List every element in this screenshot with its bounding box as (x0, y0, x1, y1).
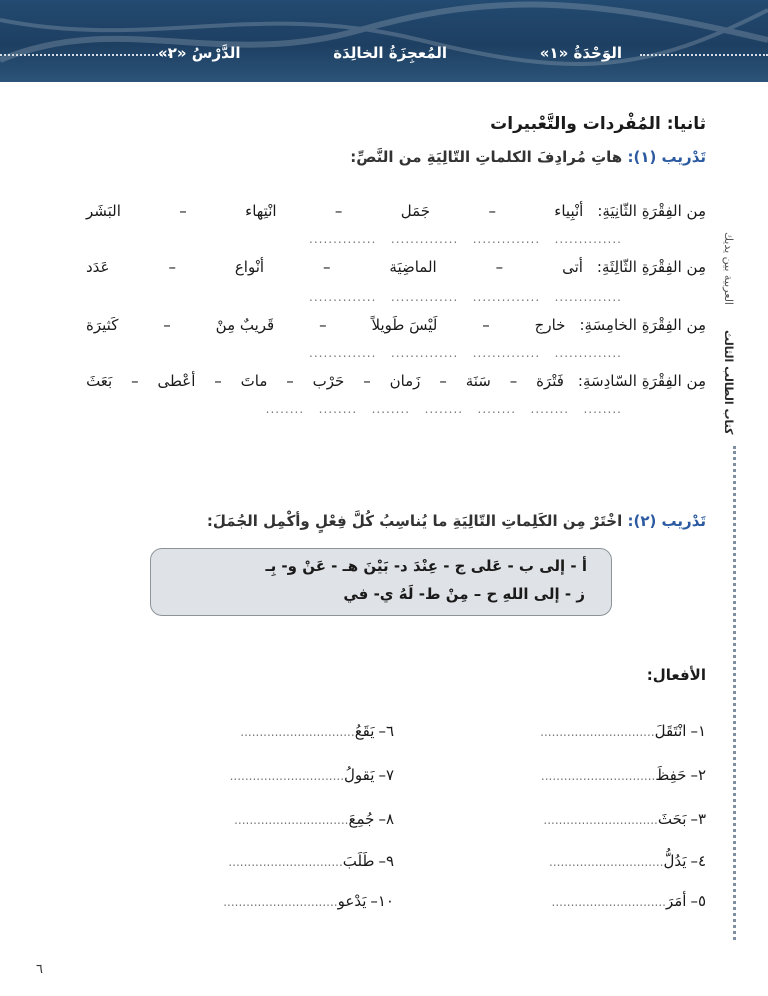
synonym-word: خارج (534, 316, 566, 334)
verb-word: أمَرَ (665, 892, 687, 910)
verb-blank[interactable]: .............................. (543, 813, 658, 827)
row-label: مِن الفِقْرَةِ الخامِسَةِ: (579, 316, 706, 334)
word-separator: – (163, 316, 171, 334)
verb-item-2: ٢–حَفِظَ.............................. (540, 766, 706, 784)
exercise-1-title (350, 148, 706, 166)
exercise-1-instruction: هاتِ مُرادِفَ الكلماتِ التّالِيَةِ من النَّصِّ: (350, 148, 623, 166)
synonym-word: جَمَل (400, 202, 431, 220)
verb-blank[interactable]: .............................. (223, 895, 338, 909)
answer-blanks-row-1[interactable]: .............. .............. .............. .............. (309, 232, 622, 246)
choices-box (150, 548, 612, 616)
synonym-word: أعْطى (157, 372, 196, 390)
choices-line-2: ز - إلى اللهِ ح – مِنْ ط- لَهُ ي- في (343, 585, 585, 603)
verb-word: انْتَقَلَ (654, 722, 687, 740)
unit-label: الوَحْدَةُ «١» (539, 44, 622, 62)
verbs-title: الأفعال: (646, 666, 706, 684)
verb-word: حَفِظَ (655, 766, 687, 784)
verb-word: جُمِعَ (348, 810, 375, 828)
synonym-word: بَعَثَ (86, 372, 113, 390)
synonym-word: زَمان (389, 372, 421, 390)
synonym-row-4 (86, 372, 706, 390)
synonym-word: الماضِيَة (389, 258, 437, 276)
verb-item-4: ٤–يَدُلُّ.............................. (549, 852, 706, 870)
synonym-word: أنْواع (234, 258, 265, 276)
verb-item-3: ٣–بَحَثَ.............................. (543, 810, 706, 828)
word-separator: – (482, 316, 490, 334)
row-label: مِن الفِقْرَةِ الثّانِيَةِ: (597, 202, 706, 220)
lesson-label: الدَّرْسُ «٢» (158, 44, 241, 62)
synonym-word: أنْبِياء (554, 202, 584, 220)
row-words (86, 316, 565, 334)
word-separator: – (286, 372, 294, 390)
answer-blanks-row-2[interactable]: .............. .............. .............. .............. (309, 290, 622, 304)
synonym-word: سَنَة (465, 372, 491, 390)
synonym-word: أتى (562, 258, 583, 276)
row-label: مِن الفِقْرَةِ السّادِسَةِ: (577, 372, 706, 390)
word-separator: – (439, 372, 447, 390)
verb-item-5: ٥–أمَرَ.............................. (551, 892, 706, 910)
word-separator: – (319, 316, 327, 334)
verb-word: يَدُلُّ (663, 852, 687, 870)
word-separator: – (509, 372, 518, 390)
exercise-2-instruction: اخْتَرْ مِن الكَلِماتِ التّالِيَةِ ما يُناسِبُ كُلَّ فِعْلٍ وأكْمِل الجُمَلَ: (206, 512, 623, 530)
synonym-row-3 (86, 316, 706, 334)
answer-blanks-row-3[interactable]: .............. .............. .............. .............. (309, 346, 622, 360)
synonym-word: فَتْرَة (536, 372, 564, 390)
exercise-1-number: تَدْريب (١): (627, 148, 706, 166)
verb-item-7: ٧–يَقولُ.............................. (229, 766, 394, 784)
verb-item-9: ٩–طَلَبَ.............................. (228, 852, 394, 870)
verb-word: بَحَثَ (657, 810, 687, 828)
verb-blank[interactable]: .............................. (234, 813, 349, 827)
answer-blanks-row-4[interactable]: ........ ........ ........ ........ ........ ........ ........ (265, 402, 622, 416)
exercise-2-number: تَدْريب (٢): (627, 512, 706, 530)
synonym-word: حَرْب (312, 372, 345, 390)
side-series-title: العربية بين يديك (722, 232, 735, 305)
word-separator: – (334, 202, 343, 220)
word-separator: – (214, 372, 222, 390)
word-separator: – (363, 372, 371, 390)
side-book-title: كتاب الطالب الثالث (722, 330, 735, 435)
word-separator: – (179, 202, 187, 220)
side-rule (733, 446, 736, 940)
verb-word: يَقولُ (344, 766, 375, 784)
synonym-row-1 (86, 202, 706, 220)
word-separator: – (323, 258, 331, 276)
verb-blank[interactable]: .............................. (229, 769, 345, 783)
verb-item-8: ٨–جُمِعَ.............................. (234, 810, 394, 828)
word-separator: – (495, 258, 504, 276)
synonym-row-2 (86, 258, 706, 276)
verb-blank[interactable]: .............................. (240, 725, 355, 739)
lesson-title: المُعجِزَةُ الخالِدَة (333, 44, 448, 62)
synonym-word: عَدَد (86, 258, 110, 276)
page-number: ٦ (36, 962, 43, 977)
verb-item-10: ١٠–يَدْعو.............................. (223, 892, 394, 910)
synonym-word: قَريبٌ مِنْ (215, 316, 275, 334)
header-titles (150, 41, 630, 65)
verb-word: يَدْعو (337, 892, 367, 910)
synonym-word: لَيْسَ طَويلاً (371, 316, 438, 334)
verb-blank[interactable]: .............................. (540, 769, 656, 783)
synonym-word: كَثيرَة (86, 316, 119, 334)
verb-item-6: ٦–يَقَعُ.............................. (240, 722, 394, 740)
verb-word: طَلَبَ (342, 852, 375, 870)
synonym-word: انْتِهاء (245, 202, 277, 220)
synonym-word: ماتَ (240, 372, 268, 390)
exercise-2-title (207, 512, 706, 530)
verb-blank[interactable]: .............................. (228, 855, 343, 869)
word-separator: – (168, 258, 176, 276)
verb-item-1: ١–انْتَقَلَ.............................. (540, 722, 706, 740)
row-words (86, 258, 583, 276)
synonym-word: البَشَر (86, 202, 121, 220)
choices-line-1: أ - إلى ب - عَلى ج - عِنْدَ د- بَيْنَ هـ - عَنْ و- بِـ (265, 557, 587, 575)
word-separator: – (131, 372, 139, 390)
verb-blank[interactable]: .............................. (551, 895, 666, 909)
row-words (86, 202, 583, 220)
verb-blank[interactable]: .............................. (540, 725, 655, 739)
row-words (86, 372, 564, 390)
verb-blank[interactable]: .............................. (549, 855, 664, 869)
section-title: ثانيا: المُفْردات والتَّعْبيرات (490, 114, 706, 134)
word-separator: – (488, 202, 496, 220)
verb-word: يَقَعُ (354, 722, 375, 740)
row-label: مِن الفِقْرَةِ الثّالِثَةِ: (596, 258, 706, 276)
